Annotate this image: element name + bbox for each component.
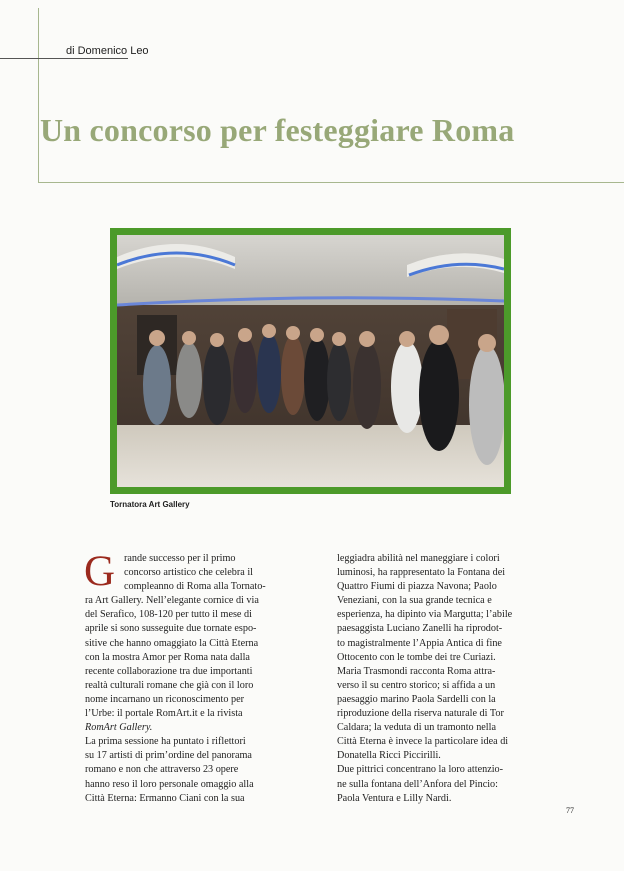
text-line: romano e non che attraverso 23 opere bbox=[85, 764, 239, 776]
article-column-1 bbox=[84, 548, 281, 806]
text-line: su 17 artisti di prim’ordine del panorama bbox=[85, 750, 252, 762]
text-line: hanno reso il loro personale omaggio alla bbox=[85, 778, 254, 790]
text-line: ne sulla fontana dell’Anfora del Pincio: bbox=[337, 778, 498, 790]
text-line: l’Urbe: il portale RomArt.it e la rivista bbox=[85, 708, 243, 720]
text-line: verso il su centro storico; si affida a un bbox=[337, 679, 496, 691]
photo-caption: Tornatora Art Gallery bbox=[110, 500, 190, 509]
text-line: Veneziani, con la sua grande tecnica e bbox=[337, 595, 492, 607]
text-line: Maria Trasmondi racconta Roma attra- bbox=[337, 665, 496, 677]
text-line: Quattro Fiumi di piazza Navona; Paolo bbox=[337, 581, 497, 593]
text-line: Donatella Ricci Piccirilli. bbox=[337, 750, 441, 762]
text-line: esperienza, ha dipinto via Margutta; l’abile bbox=[337, 609, 513, 621]
text-line: Due pittrici concentrano la loro attenzio- bbox=[337, 764, 504, 776]
text-line: Ottocento con le tombe dei tre Curiazi. bbox=[337, 651, 496, 663]
text-line: La prima sessione ha puntato i riflettori bbox=[85, 736, 246, 748]
vertical-rule bbox=[38, 8, 39, 183]
text-line: con la mostra Amor per Roma nata dalla bbox=[85, 651, 250, 663]
text-line: luminosi, ha rappresentato la Fontana dei bbox=[337, 567, 506, 579]
text-line: riproduzione della riserva naturale di Tor bbox=[337, 708, 504, 720]
text-line: compleanno di Roma alla Tornato- bbox=[124, 581, 266, 593]
text-line: paesaggista Luciano Zanelli ha riprodot- bbox=[337, 623, 503, 635]
text-line: sitive che hanno omaggiato la Città Eterna bbox=[85, 637, 259, 649]
text-line: Città Eterna è invece la particolare idea di bbox=[337, 736, 509, 748]
text-line: recente collaborazione tra due importanti bbox=[85, 665, 253, 677]
article-column-2 bbox=[337, 552, 533, 806]
text-line: aprile si sono susseguite due tornate espo- bbox=[85, 623, 257, 635]
text-line: ra Art Gallery. Nell’elegante cornice di via bbox=[85, 595, 259, 607]
text-line: concorso artistico che celebra il bbox=[124, 567, 253, 579]
text-line: Città Eterna: Ermanno Ciani con la sua bbox=[85, 792, 245, 804]
drop-cap: G bbox=[84, 548, 116, 595]
title-rule bbox=[38, 182, 624, 183]
text-line: Caldara; la veduta di un tramonto nella bbox=[337, 722, 496, 734]
page-number: 77 bbox=[566, 806, 574, 815]
gallery-crowd-photo bbox=[117, 235, 504, 487]
text-line: RomArt Gallery. bbox=[85, 722, 153, 734]
text-line: to magistralmente l’Appia Antica di fine bbox=[337, 637, 502, 649]
text-line: del Serafico, 108-120 per tutto il mese di bbox=[85, 609, 252, 621]
byline: di Domenico Leo bbox=[66, 45, 149, 57]
text-line: paesaggio marino Paola Sardelli con la bbox=[337, 693, 496, 705]
text-line: nome incarnano un riconoscimento per bbox=[85, 693, 244, 705]
text-line: realtà culturali romane che già con il loro bbox=[85, 679, 254, 691]
text-line: rande successo per il primo bbox=[124, 553, 236, 564]
text-line: leggiadra abilità nel maneggiare i colori bbox=[337, 553, 500, 564]
text-line: Paola Ventura e Lilly Nardi. bbox=[337, 792, 452, 804]
photo-frame bbox=[110, 228, 511, 494]
article-title: Un concorso per festeggiare Roma bbox=[40, 112, 515, 148]
byline-rule bbox=[0, 58, 128, 59]
